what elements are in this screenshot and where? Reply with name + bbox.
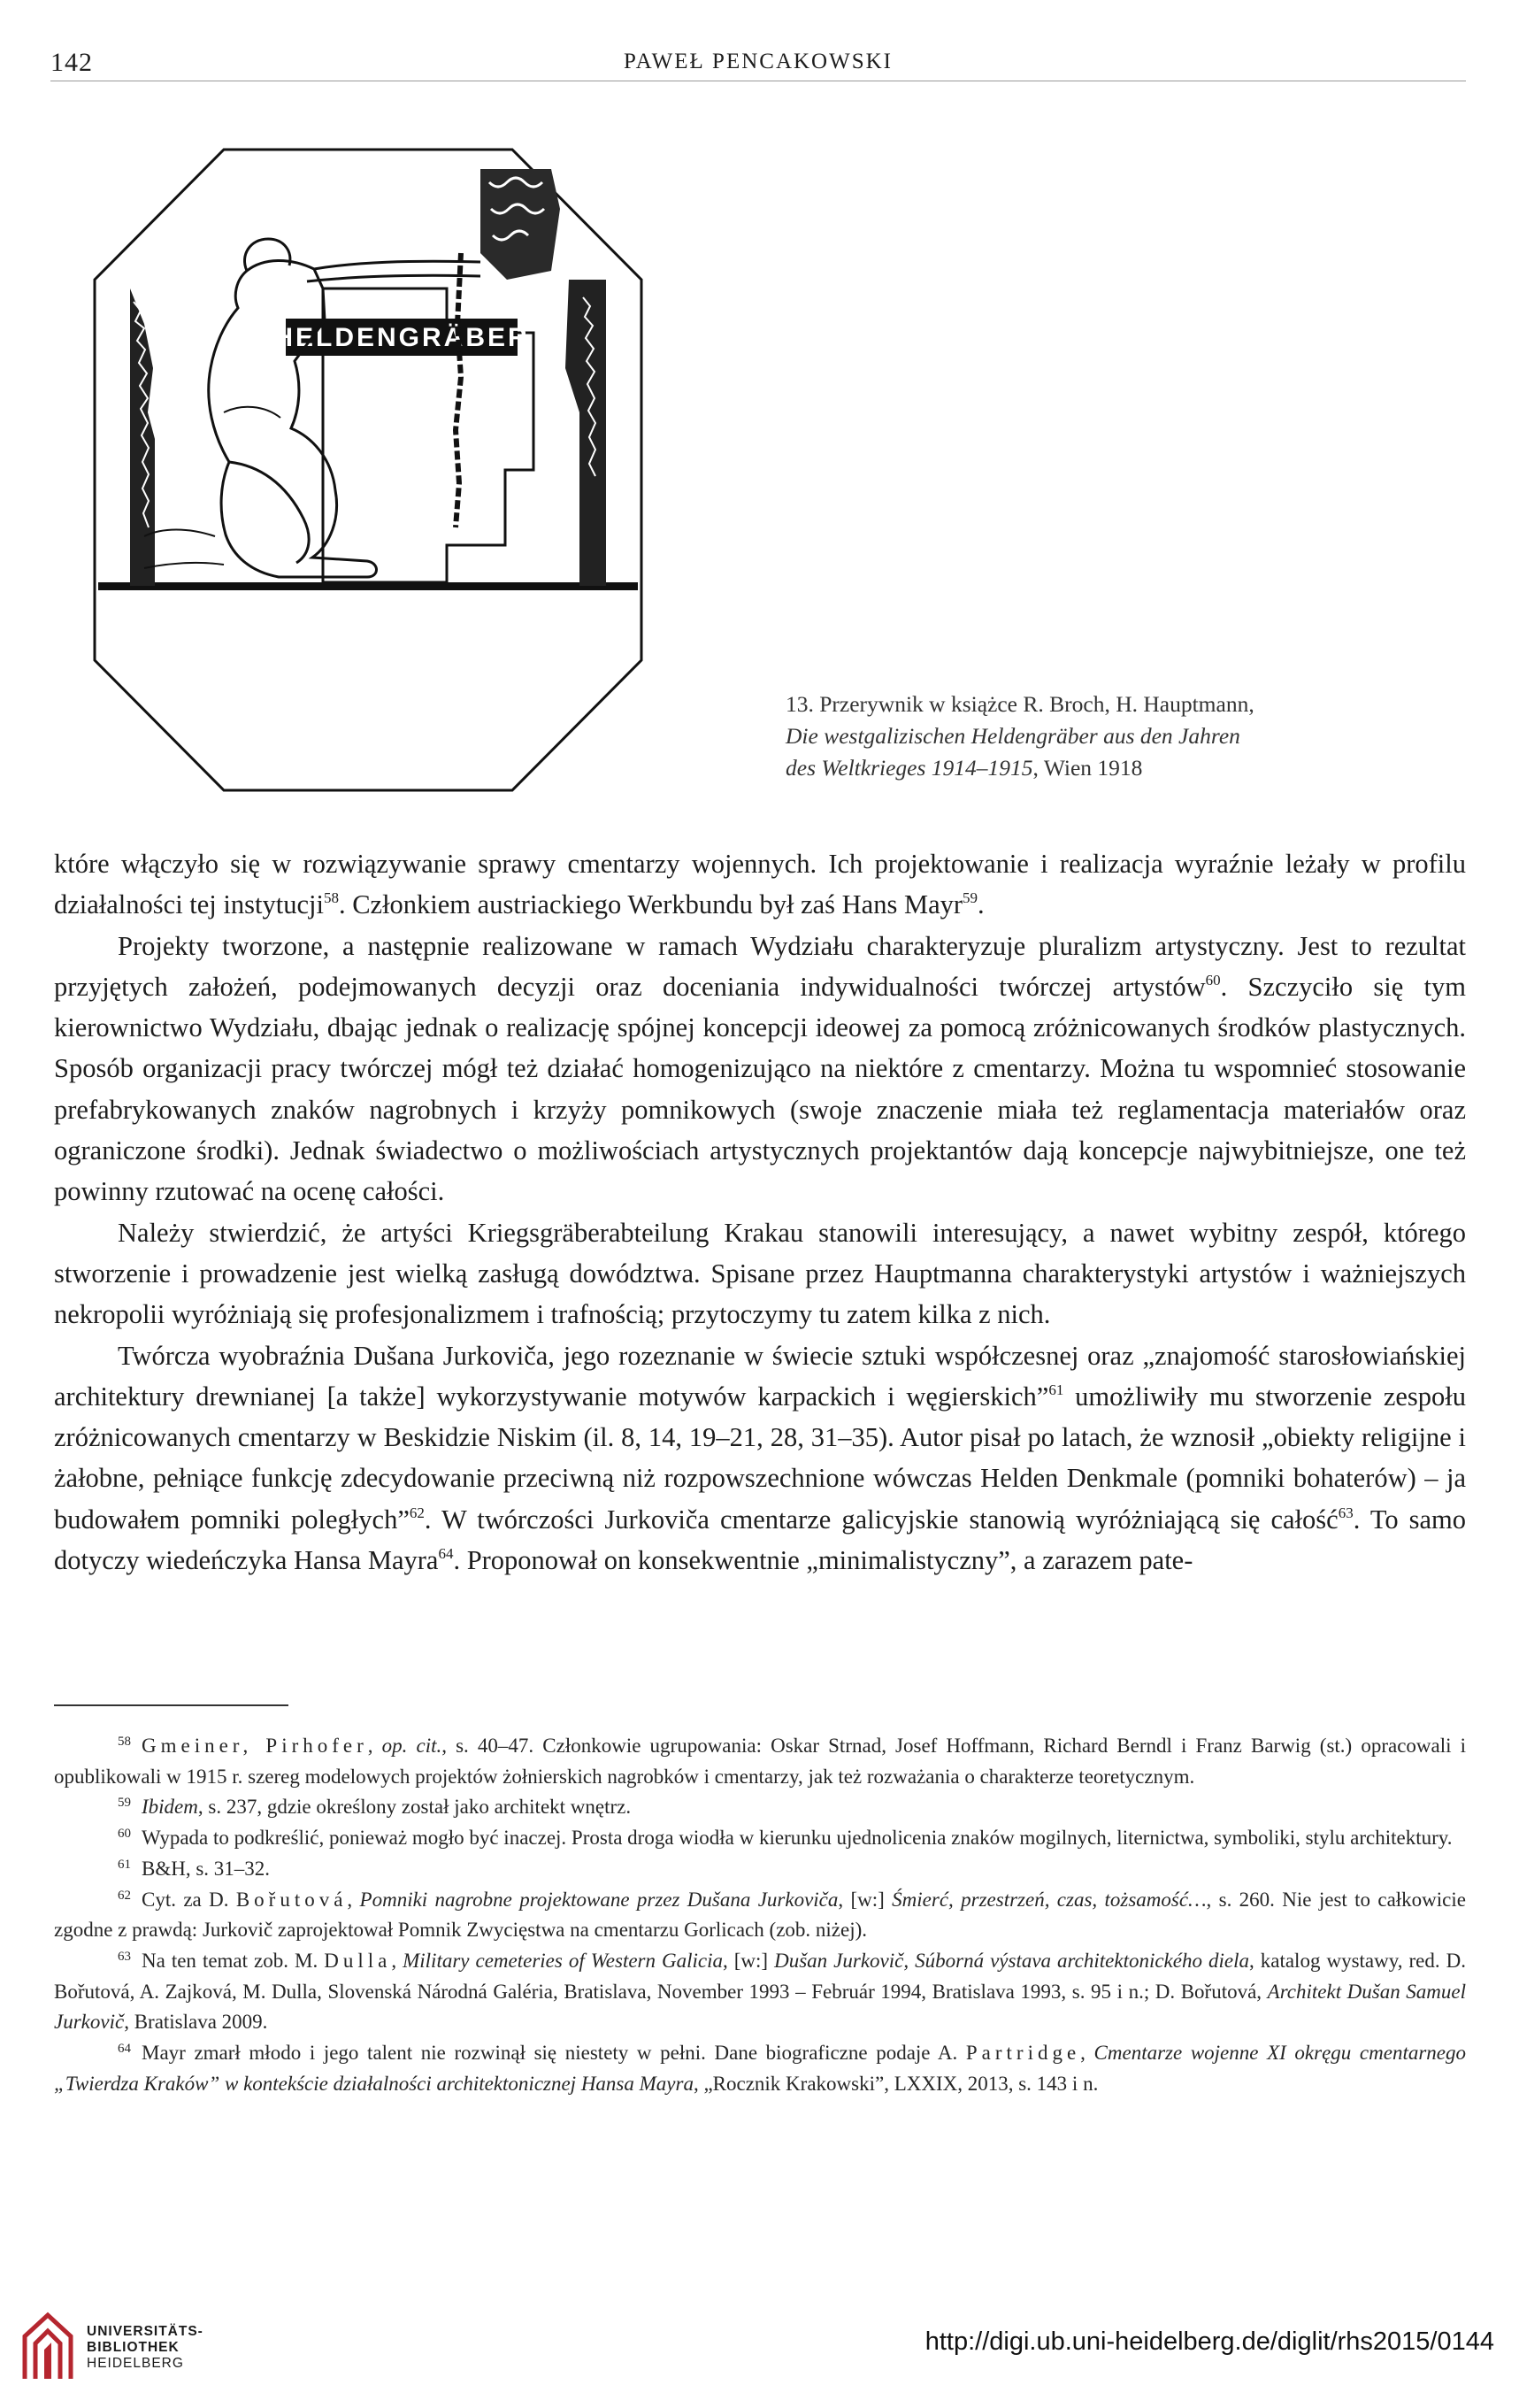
text-run: , s. 237, gdzie określony został jako architekt wnętrz. [197,1796,632,1819]
text-run: Cyt. za D. [142,1888,236,1911]
footnote-ref[interactable]: 61 [1048,1381,1064,1398]
text-run: Twórcza wyobraźnia Dušana Jurkoviča, jego rozeznanie w świecie sztuki współczesnej oraz „znajomość starosłowiańskiej architektury drewnianej [a także] wykorzystywanie motywów karpackich i węgierskich” [54,1340,1466,1412]
footnote-59 [54,1792,1466,1823]
footnote-62 [54,1885,1466,1946]
footnote-author: Gmeiner, Pirhofer [142,1735,368,1757]
footnote-book: Dušan Jurkovič, Súborná výstava architektonického diela [774,1949,1249,1972]
text-run: . To samo dotyczy wiedeńczyka Hansa Mayra [54,1504,1466,1576]
footnote-ibidem: Ibidem [142,1796,198,1819]
text-run: , [w:] [838,1888,893,1911]
footnote-61 [54,1854,1466,1885]
text-run: , katalog wystawy, red. D. Bořutová, A. Zajková, M. Dulla, Slovenská Národná Galéria, Bratislava, November 1993 – Február 1994, Bratislava 1993, s. 95 i n.; D. Bořutová, [54,1949,1466,2003]
paragraph [54,843,1466,926]
library-name-line: HEIDELBERG [87,2356,184,2371]
footnote-number: 63 [118,1949,131,1964]
footnote-number: 62 [118,1888,131,1903]
text-run: . Szczyciło się tym kierownictwo Wydziału, dbając jednak o realizację spójnej koncepcji ideowej za pomocą zróżnicowanych środków plastycznych. Sposób organizacji pracy twórczej mógł też działać homogenizująco na niektóre z cmentarzy. Można tu wspomnieć stosowanie prefabrykowanych znaków nagrobnych i krzyży pomnikowych (swoje znaczenie miała też reglamentacja materiałów oraz ograniczone środki). Jednak świadectwo o możliwościach artystycznych projektantów dają koncepcje najwybitniejsze, one też powinny rzutować na ocenę całości. [54,971,1466,1207]
footnote-title: Cmentarze wojenne XI okręgu cmentarnego „Twierdza Kraków” w kontekście działalności architektonicznej Hansa Mayra [54,2042,1466,2095]
footnote-number: 61 [118,1857,131,1872]
footnote-op-cit: op. cit. [381,1735,442,1757]
text-run: Wypada to podkreślić, ponieważ mogło być inaczej. Prosta droga wiodła w kierunku ujednolicenia znaków mogilnych, liternictwa, symboliki, stylu architektury. [142,1827,1453,1850]
library-logo-icon [19,2310,76,2381]
footnote-number: 64 [118,2042,131,2057]
text-run: , [w:] [723,1949,775,1972]
source-url-link[interactable]: http://digi.ub.uni-heidelberg.de/diglit/rhs2015/0144 [924,2327,1494,2356]
paragraph: Należy stwierdzić, że artyści Kriegsgräberabteilung Krakau stanowili interesujący, a nawet wybitny zespół, którego stworzenie i prowadzenie jest wielką zasługą dowództwa. Spisane przez Hauptmanna charakterystyki artystów i ważniejszych nekropolii wyróżniają się profesjonalizmem i trafnością; przytoczymy tu zatem kilka z nich. [54,1217,1466,1330]
paragraph [54,1335,1466,1581]
caption-line: 13. Przerywnik w książce R. Broch, H. Hauptmann, [786,691,1254,717]
page-header [50,48,1466,83]
illustration-drawing [91,147,645,793]
library-name-line: BIBLIOTHEK [87,2340,180,2355]
illustration-inscription: HELDENGRÄBER [273,323,530,352]
text-run: , Bratislava 2009. [124,2011,268,2034]
footnote-58 [54,1731,1466,1792]
footnote-author: Partridge [965,2042,1081,2065]
text-run: które włączyło się w rozwiązywanie sprawy cmentarzy wojennych. Ich projektowanie i realizacja wyraźnie leżały w profilu działalności tej instytucji [54,849,1466,920]
text-run: Na ten temat zob. M. [142,1949,325,1972]
library-branding [19,2310,311,2381]
text-run: , s. 40–47. Członkowie ugrupowania: Oskar Strnad, Josef Hoffmann, Richard Berndl i Franz Barwig (st.) opracowali i opublikowali w 1915 r. szereg modelowych projektów żołnierskich nagrobków i cmentarzy, jak też rozważania o charakterze teoretycznym. [54,1735,1466,1788]
text-run: . Proponował on konsekwentnie „minimalistyczny”, a zarazem pate- [453,1545,1193,1576]
footnotes [54,1731,1466,2099]
caption-title-end: des Weltkrieges 1914–1915 [786,755,1033,781]
text-run: , [347,1888,360,1911]
text-run: , s. 260. Nie jest to całkowicie zgodne z prawdą: Jurkovič zaprojektował Pomnik Zwycięstwa na cmentarzu Gorlicach (zob. niżej). [54,1888,1466,1942]
text-run: umożliwiły mu stworzenie zespołu zróżnicowanych cmentarzy w Beskidzie Niskim (il. 8, 14, 19–21, 28, 31–35). Autor pisał po latach, że wznosił „obiekty religijne i żałobne, pełniące funkcję zdecydowanie przeciwną niż rozpowszechnione wówczas Helden Denkmale (pomniki bohaterów) – ja budowałem pomniki poległych” [54,1381,1466,1535]
text-run: . W twórczości Jurkoviča cmentarze galicyjskie stanowią wyróżniającą się całość [424,1504,1339,1535]
footnote-number: 59 [118,1796,131,1811]
footnote-title: Architekt Dušan Samuel Jurkovič [54,1980,1466,2034]
footnote-ref[interactable]: 59 [963,889,978,907]
library-name [87,2324,203,2372]
footnote-ref[interactable]: 60 [1205,971,1221,989]
footnote-title: Military cemeteries of Western Galicia [403,1949,724,1972]
text-run: . Członkiem austriackiego Werkbundu był zaś Hans Mayr [338,889,963,920]
footnote-ref[interactable]: 58 [323,889,339,907]
footnote-title: Pomniki nagrobne projektowane przez Dušana Jurkoviča [359,1888,839,1911]
text-run: . [978,889,985,920]
paragraph [54,926,1466,1212]
page-number: 142 [50,48,93,77]
footnote-divider [54,1704,288,1706]
footnote-number: 60 [118,1827,131,1842]
caption-line [786,752,1405,784]
text-run: Projekty tworzone, a następnie realizowane w ramach Wydziału charakteryzuje pluralizm artystyczny. Jest to rezultat przyjętych założeń, podejmowanych decyzji oraz doceniania indywidualności twórczej artystów [54,930,1466,1002]
text-run: Mayr zmarł młodo i jego talent nie rozwinął się niestety w pełni. Dane biograficzne podaje A. [142,2042,966,2065]
footnote-book: Śmierć, przestrzeń, czas, tożsamość… [892,1888,1207,1911]
text-run: , „Rocznik Krakowski”, LXXIX, 2013, s. 143 i n. [693,2072,1099,2095]
footnote-63 [54,1946,1466,2038]
text-run: , [391,1949,403,1972]
body-text [54,843,1466,1581]
running-title: PAWEŁ PENCAKOWSKI [624,50,893,73]
footnote-64 [54,2038,1466,2099]
illustration [91,147,645,793]
text-run: B&H, s. 31–32. [142,1857,271,1880]
footnote-60 [54,1823,1466,1854]
text-run: , [367,1735,382,1757]
footnote-author: Dulla [324,1949,392,1972]
caption-place-year: , Wien 1918 [1032,755,1143,781]
footnote-ref[interactable]: 62 [409,1504,425,1521]
footnote-ref[interactable]: 63 [1338,1504,1354,1521]
figure-caption [786,689,1405,784]
footnote-ref[interactable]: 64 [438,1545,454,1563]
caption-line: Die westgalizischen Heldengräber aus den Jahren [786,723,1240,749]
text-run: , [1080,2042,1094,2065]
library-name-line: UNIVERSITÄTS- [87,2324,203,2339]
footnote-author: Bořutová [235,1888,348,1911]
footnote-number: 58 [118,1735,131,1749]
